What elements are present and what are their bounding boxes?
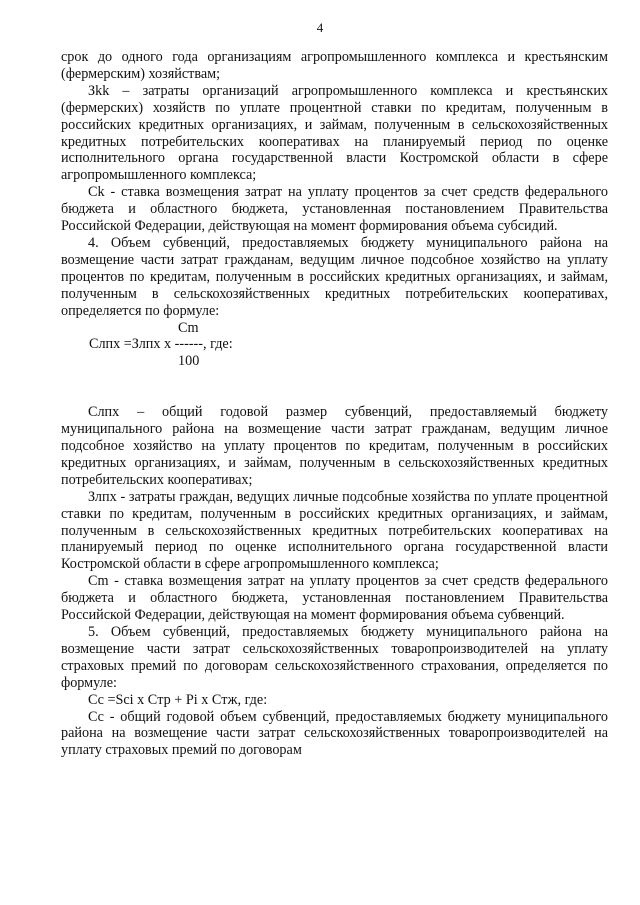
document-body [61,49,608,759]
formula-numerator: Cm [178,319,199,336]
formula-cc: Сс =Sci x Cтр + Pi x Cтж, где: [88,691,268,708]
formula-denominator: 100 [178,353,200,370]
paragraph-continuation: срок до одного года организациям агропромышленного комплекса и крестьянским (фермерским) хозяйствам; [61,49,608,82]
paragraph-slph-definition: Слпх – общий годовой размер субвенций, предоставляемый бюджету муниципального района на возмещение части затрат гражданам, ведущим личное подсобное хозяйство на уплату процентов по кредитам, полученным в российских кредитных организациях, и займам, полученным в сельскохозяйственных кредитных потребительских кооперативах; [61,404,608,488]
paragraph-ck-definition: Ck - ставка возмещения затрат на уплату процентов за счет средств федерального бюджета и областного бюджета, установленная постановлением Правительства Российской Федерации, действующая на момент формирования объема субсидий. [61,184,608,235]
paragraph-zlph-definition: Злпх - затраты граждан, ведущих личные подсобные хозяйства по уплате процентной ставки по кредитам, полученным в российских кредитных организациях, и займам, полученным в сельскохозяйственных кредитных потребительских кооперативах на планируемый период по оценке исполнительного органа государственной власти Костромской области в сфере агропромышленного комплекса; [61,488,608,573]
spacer [61,370,608,404]
page-number: 4 [316,20,324,35]
paragraph-zkk-definition: Зkk – затраты организаций агропромышленного комплекса и крестьянских (фермерских) хозяйств по уплате процентной ставки по кредитам, полученным в российских кредитных организациях, и займам, полученным в сельскохозяйственных кредитных потребительских кооперативах на планируемый период по оценке исполнительного органа государственной власти Костромской области в сфере агропромышленного комплекса; [61,82,608,184]
paragraph-cm-definition: Cm - ставка возмещения затрат на уплату процентов за счет средств федерального бюджета и областного бюджета, установленная постановлением Правительства Российской Федерации, действующая на момент формирования объема субвенций. [61,573,608,624]
paragraph-item-4: 4. Объем субвенций, предоставляемых бюджету муниципального района на возмещение части затрат гражданам, ведущим личное подсобное хозяйство на уплату процентов по кредитам, полученным в российских кредитных организациях, и займам, полученным в сельскохозяйственных кредитных потребительских кооперативах, определяется по формуле: [61,234,608,319]
formula-block [61,320,608,371]
paragraph-item-5: 5. Объем субвенций, предоставляемых бюджету муниципального района на возмещение части затрат сельскохозяйственных товаропроизводителей на уплату страховых премий по договорам сельскохозяйственного страхования, определяется по формуле: [61,624,608,691]
paragraph-cc-definition: Сс - общий годовой объем субвенций, предоставляемых бюджету муниципального района на возмещение части затрат сельскохозяйственных товаропроизводителей на уплату страховых премий по договорам [61,708,608,759]
formula-main: Слпх =Злпх х ------, где: [89,336,233,353]
